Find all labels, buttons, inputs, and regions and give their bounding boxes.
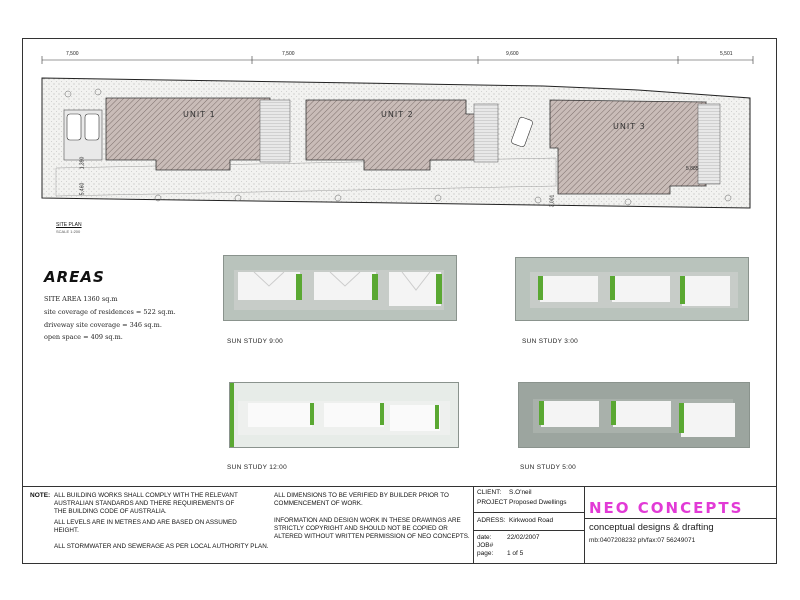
side-dimension-3: 5,885 bbox=[686, 166, 699, 172]
title-block-row-divider bbox=[473, 512, 584, 513]
areas-heading: AREAS bbox=[44, 268, 105, 286]
sun-study-caption-5pm: SUN STUDY 5:00 bbox=[520, 464, 577, 471]
note-3: ALL STORMWATER AND SEWERAGE AS PER LOCAL AUTHORITY PLAN. bbox=[54, 543, 269, 550]
dimension-label-2: 7,500 bbox=[282, 51, 295, 57]
unit-1-label: UNIT 1 bbox=[183, 110, 216, 119]
note-dimensions: ALL DIMENSIONS TO BE VERIFIED BY BUILDER PRIOR TO COMMENCEMENT OF WORK. bbox=[274, 492, 449, 507]
title-block-col-divider-2 bbox=[584, 486, 585, 564]
title-block-row-divider-2 bbox=[473, 530, 584, 531]
note-copyright: INFORMATION AND DESIGN WORK IN THESE DRAWINGS ARE STRICTLY COPYRIGHT AND SHOULD NOT BE COPIED OR ALTERED WITHOUT WRITTEN PERMISSION OF NEO CONCEPTS. bbox=[274, 517, 470, 540]
company-contact: mb:0407208232 ph/fax:07 56249071 bbox=[589, 537, 696, 544]
sun-study-caption-12pm: SUN STUDY 12:00 bbox=[227, 464, 288, 471]
title-block-divider bbox=[22, 486, 777, 487]
dimension-label-3: 9,600 bbox=[506, 51, 519, 57]
company-logo: NEO CONCEPTS bbox=[589, 499, 744, 517]
title-block-col-divider bbox=[473, 486, 474, 564]
address-label: ADRESS: bbox=[477, 517, 506, 524]
side-dimension-1: 1,390 bbox=[79, 156, 86, 170]
sun-study-image-5pm bbox=[518, 382, 750, 448]
site-coverage-line: site coverage of residences = 522 sq.m. bbox=[44, 308, 176, 316]
site-plan-label: SITE PLAN bbox=[56, 222, 82, 228]
site-plan-drawing bbox=[38, 48, 758, 216]
sun-study-image-12pm bbox=[229, 382, 459, 448]
project-label: PROJECT bbox=[477, 499, 508, 506]
notes-label: NOTE: bbox=[30, 492, 51, 499]
job-label: JOB# bbox=[477, 542, 494, 549]
client-value: S.O'neil bbox=[509, 489, 532, 496]
driveway-coverage-line: driveway site coverage = 346 sq.m. bbox=[44, 321, 162, 329]
date-label: date: bbox=[477, 534, 492, 541]
open-space-line: open space = 409 sq.m. bbox=[44, 333, 123, 341]
dimension-label-4: 5,501 bbox=[720, 51, 733, 57]
site-plan-scale: SCALE 1:200 bbox=[56, 229, 81, 234]
side-dimension-2: 5,460 bbox=[79, 182, 86, 196]
dimension-label-1: 7,500 bbox=[66, 51, 79, 57]
note-2: ALL LEVELS ARE IN METRES AND ARE BASED ON ASSUMED HEIGHT. bbox=[54, 519, 237, 534]
unit-2-label: UNIT 2 bbox=[381, 110, 414, 119]
note-1: ALL BUILDING WORKS SHALL COMPLY WITH THE RELEVANT AUSTRALIAN STANDARDS AND THERE REQUIREMENTS OF THE BUILDING CODE OF AUSTRALIA. bbox=[54, 492, 238, 515]
company-tagline: conceptual designs & drafting bbox=[589, 522, 714, 533]
address-value: Kirkwood Road bbox=[509, 517, 554, 524]
side-dimension-4: 3,001 bbox=[549, 194, 556, 208]
page-value: 1 of 5 bbox=[507, 550, 524, 557]
client-label: CLIENT: bbox=[477, 489, 502, 496]
sun-study-image-9am bbox=[223, 255, 457, 321]
page-label: page: bbox=[477, 550, 494, 557]
date-value: 22/02/2007 bbox=[507, 534, 540, 541]
site-area-line: SITE AREA 1360 sq.m bbox=[44, 295, 118, 303]
unit-3-label: UNIT 3 bbox=[613, 122, 646, 131]
project-value: Proposed Dwellings bbox=[509, 499, 567, 506]
logo-divider bbox=[584, 518, 777, 519]
sun-study-image-3pm bbox=[515, 257, 749, 321]
sun-study-caption-9am: SUN STUDY 9:00 bbox=[227, 338, 284, 345]
sun-study-caption-3pm: SUN STUDY 3:00 bbox=[522, 338, 579, 345]
